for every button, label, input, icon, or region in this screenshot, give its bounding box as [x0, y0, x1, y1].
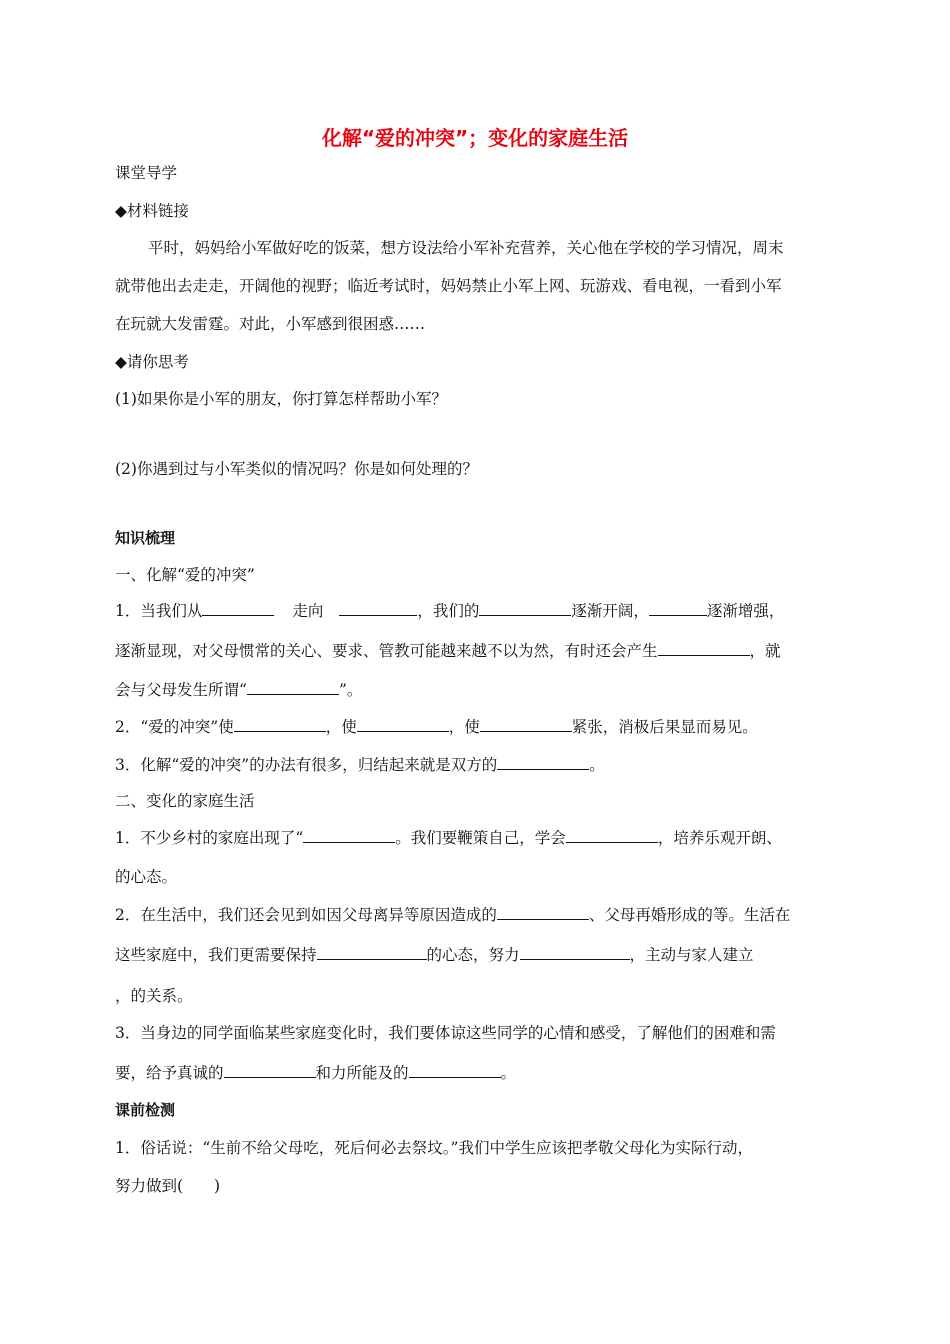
blank[interactable]: [658, 641, 750, 656]
material-line-3: 在玩就大发雷霆。对此，小军感到很困惑……: [115, 315, 426, 333]
blank[interactable]: [497, 755, 589, 770]
blank[interactable]: [479, 601, 571, 616]
think-heading: ◆请你思考: [115, 353, 189, 371]
p2-3-line-1: 3．当身边的同学面临某些家庭变化时，我们要体谅这些同学的心情和感受，了解他们的困难和需: [115, 1024, 776, 1042]
blank[interactable]: [303, 828, 395, 843]
knowledge-heading: 知识梳理: [115, 529, 176, 547]
blank[interactable]: [234, 717, 326, 732]
p2-1-line-2: 的心态。: [115, 868, 178, 886]
part2-heading: 二、变化的家庭生活: [115, 792, 255, 810]
precheck-heading: 课前检测: [115, 1101, 176, 1119]
blank[interactable]: [649, 601, 707, 616]
blank[interactable]: [497, 905, 589, 920]
question-q1-line-1: 1．俗话说：“生前不给父母吃，死后何必去祭坟。”我们中学生应该把孝敬父母化为实际行动，: [115, 1139, 753, 1157]
page-title: 化解“爱的冲突”；变化的家庭生活: [321, 126, 629, 150]
p2-2-line-2: 这些家庭中，我们更需要保持 的心态，努力 ，主动与家人建立: [115, 946, 754, 964]
p1-1-line-2: 逐渐显现，对父母惯常的关心、要求、管教可能越来越不以为然，有时还会产生 ，就: [115, 642, 781, 660]
blank[interactable]: [339, 601, 417, 616]
blank[interactable]: [357, 717, 449, 732]
blank[interactable]: [202, 601, 274, 616]
section-ketang: 课堂导学: [115, 164, 178, 182]
material-line-2: 就带他出去走走，开阔他的视野；临近考试时，妈妈禁止小军上网、玩游戏、看电视，一看到小军: [115, 277, 782, 295]
p2-1-line-1: 1．不少乡村的家庭出现了“ 。我们要鞭策自己，学会 ，培养乐观开朗、: [115, 829, 782, 847]
p1-3: 3．化解“爱的冲突”的办法有很多，归结起来就是双方的 。: [115, 756, 605, 774]
blank[interactable]: [409, 1063, 501, 1078]
p2-3-line-2: 要，给予真诚的 和力所能及的 。: [115, 1064, 517, 1082]
question-2: (2)你遇到过与小军类似的情况吗？你是如何处理的？: [115, 460, 478, 478]
blank[interactable]: [224, 1063, 316, 1078]
blank[interactable]: [566, 828, 658, 843]
material-line-1: 平时，妈妈给小军做好吃的饭菜，想方设法给小军补充营养，关心他在学校的学习情况，周末: [148, 239, 784, 257]
p1-1-line-3: 会与父母发生所谓“ ”。: [115, 681, 363, 699]
material-heading: ◆材料链接: [115, 202, 189, 220]
p2-2-line-3: ，的关系。: [115, 987, 193, 1005]
blank[interactable]: [317, 945, 427, 960]
p1-1-line-1: 1．当我们从 走向 ，我们的 逐渐开阔， 逐渐增强，: [115, 602, 785, 620]
question-q1-line-2: 努力做到( ): [115, 1177, 221, 1195]
blank[interactable]: [247, 680, 339, 695]
part1-heading: 一、化解“爱的冲突”: [115, 566, 255, 584]
p2-2-line-1: 2．在生活中，我们还会见到如因父母离异等原因造成的 、父母再婚形成的等。生活在: [115, 906, 791, 924]
blank[interactable]: [520, 945, 630, 960]
question-1: (1)如果你是小军的朋友，你打算怎样帮助小军？: [115, 390, 447, 408]
blank[interactable]: [480, 717, 572, 732]
p1-2: 2．“爱的冲突”使 ，使 ，使 紧张，消极后果显而易见。: [115, 718, 758, 736]
